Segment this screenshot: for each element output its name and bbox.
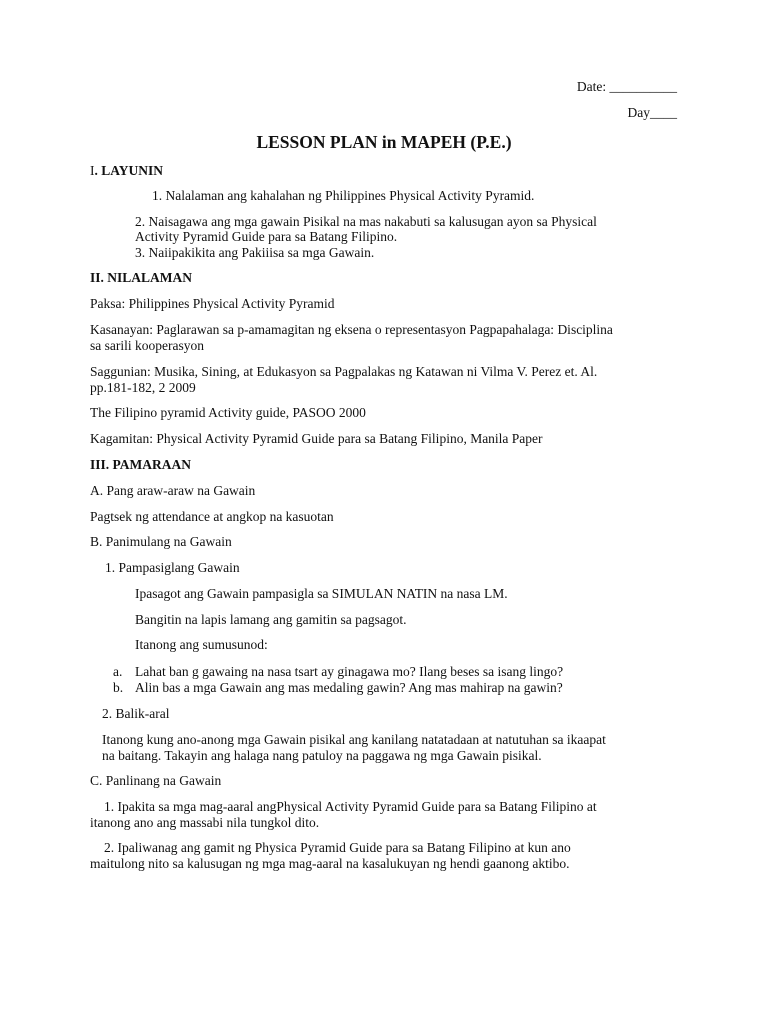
saggunian-line2: pp.181-182, 2 2009 <box>90 380 196 395</box>
heading-text: . LAYUNIN <box>94 163 164 178</box>
step-b1-line1: Ipasagot ang Gawain pampasigla sa SIMULAN NATIN na nasa LM. <box>135 586 508 601</box>
step-c1-line1: 1. Ipakita sa mga mag-aaral angPhysical Activity Pyramid Guide para sa Batang Filipino at <box>104 799 597 814</box>
question-a-text: Lahat ban g gawaing na nasa tsart ay ginagawa mo? Ilang beses sa isang lingo? <box>135 664 564 679</box>
kagamitan-text: Kagamitan: Physical Activity Pyramid Guide para sa Batang Filipino, Manila Paper <box>90 431 543 446</box>
objective-2-line2: Activity Pyramid Guide para sa Batang Filipino. <box>135 229 398 244</box>
step-b1-line2: Bangitin na lapis lamang ang gamitin sa pagsagot. <box>135 612 407 627</box>
page-title: LESSON PLAN in MAPEH (P.E.) <box>256 132 512 152</box>
step-b-heading: B. Panimulang na Gawain <box>90 534 232 549</box>
date-field: Date: __________ <box>576 79 677 94</box>
step-b2-line1: Itanong kung ano-anong mga Gawain pisikal ang kanilang natatadaan at natutuhan sa ikaapat <box>102 732 606 747</box>
step-c2-line1: 2. Ipaliwanag ang gamit ng Physica Pyramid Guide para sa Batang Filipino at kun ano <box>104 840 571 855</box>
kasanayan-line2: sa sarili kooperasyon <box>90 338 204 353</box>
step-b2-heading: 2. Balik-aral <box>102 706 170 721</box>
section-heading-nilalaman: II. NILALAMAN <box>90 270 193 285</box>
step-b2-line2: na baitang. Takayin ang halaga nang patuloy na paggawa ng mga Gawain pisikal. <box>102 748 542 763</box>
kasanayan-line1: Kasanayan: Paglarawan sa p-amamagitan ng eksena o representasyon Pagpapahalaga: Disciplina <box>90 322 613 337</box>
step-a-text: Pagtsek ng attendance at angkop na kasuotan <box>90 509 334 524</box>
objective-1: 1. Nalalaman ang kahalahan ng Philippines Physical Activity Pyramid. <box>152 188 535 203</box>
step-a-heading: A. Pang araw-araw na Gawain <box>90 483 256 498</box>
step-b1-line3: Itanong ang sumusunod: <box>135 637 268 652</box>
step-c1-line2: itanong ano ang massabi nila tungkol dito. <box>90 815 320 830</box>
section-heading-pamaraan: III. PAMARAAN <box>90 457 191 472</box>
guide-text: The Filipino pyramid Activity guide, PASOO 2000 <box>90 405 366 420</box>
step-c-heading: C. Panlinang na Gawain <box>90 773 222 788</box>
day-field: Day____ <box>627 105 677 120</box>
objective-2-line1: 2. Naisagawa ang mga gawain Pisikal na mas nakabuti sa kalusugan ayon sa Physical <box>135 214 597 229</box>
step-b1-heading: 1. Pampasiglang Gawain <box>105 560 240 575</box>
objective-3: 3. Naiipakikita ang Pakiiisa sa mga Gawain. <box>135 245 375 260</box>
paksa-text: Paksa: Philippines Physical Activity Pyramid <box>90 296 335 311</box>
question-a-label: a. <box>113 664 123 679</box>
step-c2-line2: maitulong nito sa kalusugan ng mga mag-aaral na kasalukuyan ng hendi gaanong aktibo. <box>90 856 570 871</box>
saggunian-line1: Saggunian: Musika, Sining, at Edukasyon sa Pagpalakas ng Katawan ni Vilma V. Perez et. Al. <box>90 364 598 379</box>
section-heading-layunin <box>90 163 690 179</box>
heading-number: I <box>90 163 95 178</box>
question-b-label: b. <box>113 680 124 695</box>
question-b-text: Alin bas a mga Gawain ang mas medaling gawin? Ang mas mahirap na gawin? <box>135 680 563 695</box>
